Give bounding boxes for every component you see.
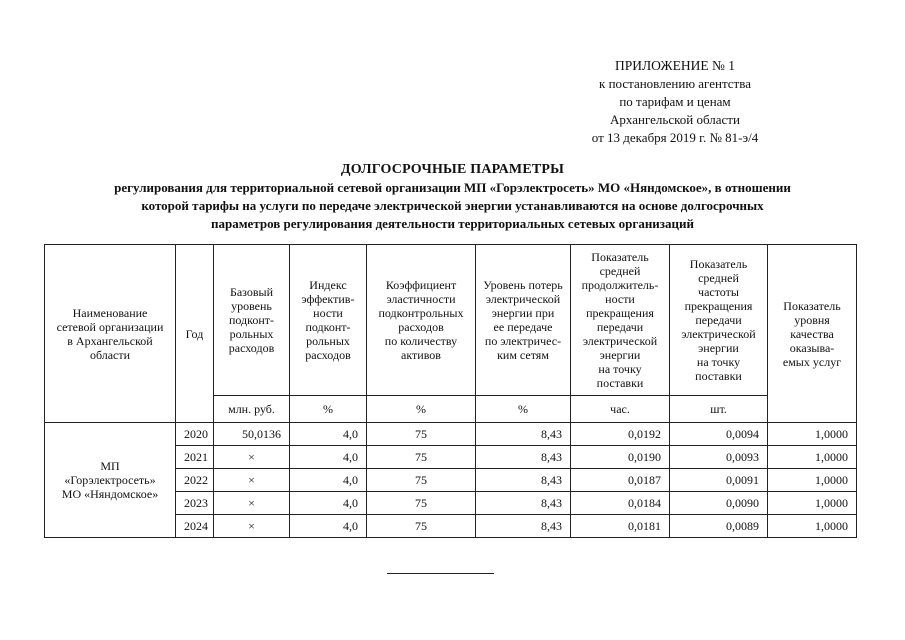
cell-line: уровня xyxy=(794,312,830,327)
footer-divider xyxy=(387,573,494,574)
cell-elasticity-coefficient: 75 xyxy=(367,515,476,538)
cell-line: электрической xyxy=(681,327,756,341)
cell-outage-frequency: 0,0093 xyxy=(670,446,768,469)
cell-line: продолжитель- xyxy=(581,278,659,292)
cell-line: передачи xyxy=(695,313,742,327)
cell-line: ким сетям xyxy=(497,348,549,362)
cell-line: Наименование xyxy=(72,305,148,320)
header-base-costs xyxy=(214,245,290,396)
header-year xyxy=(176,245,214,423)
unit-outage-frequency: шт. xyxy=(670,396,768,423)
cell-line: расходов xyxy=(398,320,444,334)
table-row xyxy=(45,423,857,446)
cell-loss-level: 8,43 xyxy=(476,423,571,446)
title-line: регулирования для территориальной сетевой организации МП «Горэлектросеть» МО «Няндомское», в отношении xyxy=(114,180,791,195)
unit-base-costs: млн. руб. xyxy=(214,396,290,423)
cell-line: в Архангельской xyxy=(67,333,153,348)
cell-line: поставки xyxy=(596,376,644,390)
cell-base-costs: × xyxy=(214,446,290,469)
annex-line: по тарифам и ценам xyxy=(619,94,731,109)
cell-service-quality: 1,0000 xyxy=(768,515,857,538)
cell-service-quality: 1,0000 xyxy=(768,423,857,446)
cell-service-quality: 1,0000 xyxy=(768,446,857,469)
cell-line: прекращения xyxy=(684,299,753,313)
unit-outage-duration: час. xyxy=(571,396,670,423)
cell-outage-frequency: 0,0094 xyxy=(670,423,768,446)
cell-line: прекращения xyxy=(586,306,654,320)
cell-base-costs: × xyxy=(214,492,290,515)
cell-year: 2023 xyxy=(176,492,214,515)
cell-efficiency-index: 4,0 xyxy=(290,515,367,538)
cell-line: электрической xyxy=(582,334,658,348)
cell-line: электрической xyxy=(485,292,561,306)
cell-line: средней xyxy=(698,271,739,285)
cell-line: МО «Няндомское» xyxy=(61,487,159,501)
unit-elasticity-coefficient: % xyxy=(367,396,476,423)
cell-line: подконт- xyxy=(228,313,275,327)
cell-outage-duration: 0,0192 xyxy=(571,423,670,446)
cell-loss-level: 8,43 xyxy=(476,446,571,469)
cell-loss-level: 8,43 xyxy=(476,469,571,492)
cell-line: средней xyxy=(599,264,641,278)
annex-date-line: от 13 декабря 2019 г. № 81-э/4 xyxy=(591,130,759,145)
cell-efficiency-index: 4,0 xyxy=(290,469,367,492)
cell-year: 2021 xyxy=(176,446,214,469)
cell-line: Уровень потерь xyxy=(483,278,563,292)
annex-title: ПРИЛОЖЕНИЕ № 1 xyxy=(614,58,736,73)
annex-line: Архангельской области xyxy=(610,112,740,127)
cell-org-name xyxy=(45,423,176,538)
cell-line: расходов xyxy=(305,348,351,362)
cell-outage-frequency: 0,0090 xyxy=(670,492,768,515)
cell-base-costs: × xyxy=(214,515,290,538)
title-heading: ДОЛГОСРОЧНЫЕ ПАРАМЕТРЫ xyxy=(340,162,565,177)
cell-line: «Горэлектросеть» xyxy=(64,473,156,487)
annex-block xyxy=(520,57,830,147)
annex-line: к постановлению агентства xyxy=(599,76,751,91)
cell-efficiency-index: 4,0 xyxy=(290,446,367,469)
cell-line: ее передаче xyxy=(493,320,553,334)
cell-line: емых услуг xyxy=(782,354,842,369)
cell-line: Показатель xyxy=(783,298,841,313)
cell-outage-duration: 0,0190 xyxy=(571,446,670,469)
cell-line: МП xyxy=(100,459,120,473)
cell-line: подконт- xyxy=(305,320,351,334)
cell-line: энергии xyxy=(599,348,641,362)
cell-line: Показатель xyxy=(689,257,748,271)
table-header-row xyxy=(45,245,857,396)
title-line: параметров регулирования деятельности территориальных сетевых организаций xyxy=(210,216,694,231)
cell-loss-level: 8,43 xyxy=(476,492,571,515)
cell-line: энергии xyxy=(698,341,739,355)
cell-line: подконтрольных xyxy=(378,306,464,320)
cell-line: расходов xyxy=(228,341,275,355)
header-loss-level xyxy=(476,245,571,396)
cell-service-quality: 1,0000 xyxy=(768,469,857,492)
cell-line: передачи xyxy=(596,320,644,334)
cell-line: сетевой организации xyxy=(56,319,164,334)
cell-line: поставки xyxy=(695,369,742,383)
cell-line: эффектив- xyxy=(301,292,355,306)
header-efficiency-index xyxy=(290,245,367,396)
cell-year: 2020 xyxy=(176,423,214,446)
cell-line: Показатель xyxy=(591,250,649,264)
cell-year: 2022 xyxy=(176,469,214,492)
title-line: которой тарифы на услуги по передаче электрической энергии устанавливаются на основе долгосрочных xyxy=(141,198,764,213)
cell-year: 2024 xyxy=(176,515,214,538)
cell-line: на точку xyxy=(696,355,741,369)
cell-efficiency-index: 4,0 xyxy=(290,423,367,446)
cell-elasticity-coefficient: 75 xyxy=(367,469,476,492)
cell-line: области xyxy=(89,347,131,362)
cell-line: качества xyxy=(790,326,834,341)
cell-outage-duration: 0,0184 xyxy=(571,492,670,515)
header-service-quality xyxy=(768,245,857,423)
header-outage-frequency xyxy=(670,245,768,396)
cell-service-quality: 1,0000 xyxy=(768,492,857,515)
cell-outage-duration: 0,0187 xyxy=(571,469,670,492)
cell-line: ности xyxy=(605,292,635,306)
cell-efficiency-index: 4,0 xyxy=(290,492,367,515)
cell-line: Коэффициент xyxy=(385,278,457,292)
cell-outage-frequency: 0,0089 xyxy=(670,515,768,538)
cell-elasticity-coefficient: 75 xyxy=(367,423,476,446)
cell-line: ности xyxy=(313,306,343,320)
cell-line: энергии при xyxy=(491,306,555,320)
cell-outage-duration: 0,0181 xyxy=(571,515,670,538)
cell-line: рольных xyxy=(229,327,274,341)
parameters-table xyxy=(44,244,857,538)
unit-loss-level: % xyxy=(476,396,571,423)
cell-elasticity-coefficient: 75 xyxy=(367,492,476,515)
cell-base-costs: 50,0136 xyxy=(214,423,290,446)
cell-line: частоты xyxy=(698,285,739,299)
cell-line: эластичности xyxy=(386,292,456,306)
document-title xyxy=(20,161,885,233)
cell-line: по электричес- xyxy=(484,334,562,348)
header-elasticity-coefficient xyxy=(367,245,476,396)
cell-line: Базовый xyxy=(229,285,274,299)
cell-line: рольных xyxy=(306,334,350,348)
cell-outage-frequency: 0,0091 xyxy=(670,469,768,492)
cell-line: оказыва- xyxy=(789,340,835,355)
cell-base-costs: × xyxy=(214,469,290,492)
cell-loss-level: 8,43 xyxy=(476,515,571,538)
cell-line: на точку xyxy=(598,362,642,376)
header-org xyxy=(45,245,176,423)
cell-line: уровень xyxy=(231,299,272,313)
header-outage-duration xyxy=(571,245,670,396)
cell-line: активов xyxy=(401,348,441,362)
unit-efficiency-index: % xyxy=(290,396,367,423)
cell-line: по количеству xyxy=(384,334,458,348)
cell-elasticity-coefficient: 75 xyxy=(367,446,476,469)
cell-line: Год xyxy=(185,326,204,341)
cell-line: Индекс xyxy=(309,278,347,292)
